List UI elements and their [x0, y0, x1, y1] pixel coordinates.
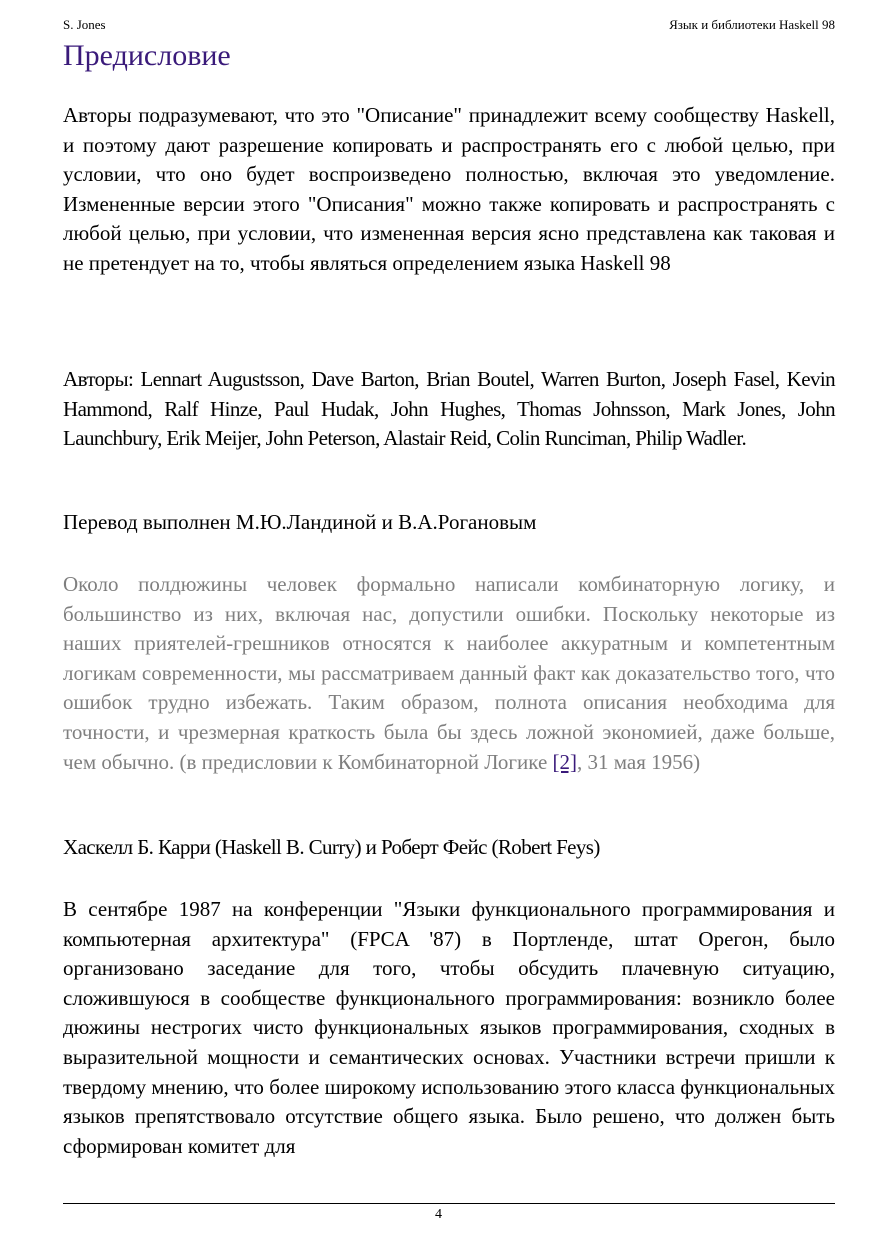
history-paragraph: В сентябре 1987 на конференции "Языки функционального программирования и компьютерная архитектура" (FPCA '87) в Портленде, штат Орегон, было организовано заседание для того, чтобы обсудить плачевную ситуацию, сложившуюся в сообществе функционального программирования: возникло более дюжины нестрогих чисто функциональных языков программирования, сходных в выразительной мощности и семантических основах. Участники встречи пришли к твердому мнению, что более широкому использованию этого класса функциональных языков препятствовало отсутствие общего языка. Было решено, что должен быть сформирован комитет для: [63, 897, 835, 1158]
page-number: 4: [435, 1207, 442, 1222]
epigraph-attribution: Хаскелл Б. Карри (Haskell B. Curry) и Роберт Фейс (Robert Feys): [63, 835, 600, 859]
citation-link[interactable]: [2]: [552, 749, 578, 774]
page-title: Предисловие: [63, 39, 231, 72]
footer-divider: [63, 1203, 835, 1204]
license-paragraph: Авторы подразумевают, что это "Описание" принадлежит всему сообществу Haskell, и поэтому дают разрешение копировать и распространять его с любой целью, при условии, что оно будет воспроизведено полностью, включая это уведомление. Измененные версии этого "Описания" можно также копировать и распространять с любой целью, при условии, что измененная версия ясно представлена как таковая и не претендует на то, чтобы являться определением языка Haskell 98: [63, 103, 835, 275]
header-book-title: Язык и библиотеки Haskell 98: [669, 17, 835, 32]
authors-paragraph: Авторы: Lennart Augustsson, Dave Barton, Brian Boutel, Warren Burton, Joseph Fasel, Kevin Hammond, Ralf Hinze, Paul Hudak, John Hughes, Thomas Johnsson, Mark Jones, John Launchbury, Erik Meijer, John Peterson, Alastair Reid, Colin Runciman, Philip Wadler.: [63, 367, 835, 451]
epigraph-text: Около полдюжины человек формально написали комбинаторную логику, и большинство из них, включая нас, допустили ошибки. Поскольку некоторые из наших приятелей-грешников относятся к наиболее аккуратным и компетентным логикам современности, мы рассматриваем данный факт как доказательство того, что ошибок трудно избежать. Таким образом, полнота описания необходима для точности, и чрезмерная краткость была бы здесь ложной экономией, даже больше, чем обычно. (в предисловии к Комбинаторной Логике: [63, 572, 835, 774]
header-author: S. Jones: [63, 17, 106, 32]
translation-credit: Перевод выполнен М.Ю.Ландиной и В.А.Рогановым: [63, 510, 537, 534]
epigraph-date: , 31 мая 1956): [577, 749, 701, 774]
epigraph-quote: [63, 570, 835, 777]
